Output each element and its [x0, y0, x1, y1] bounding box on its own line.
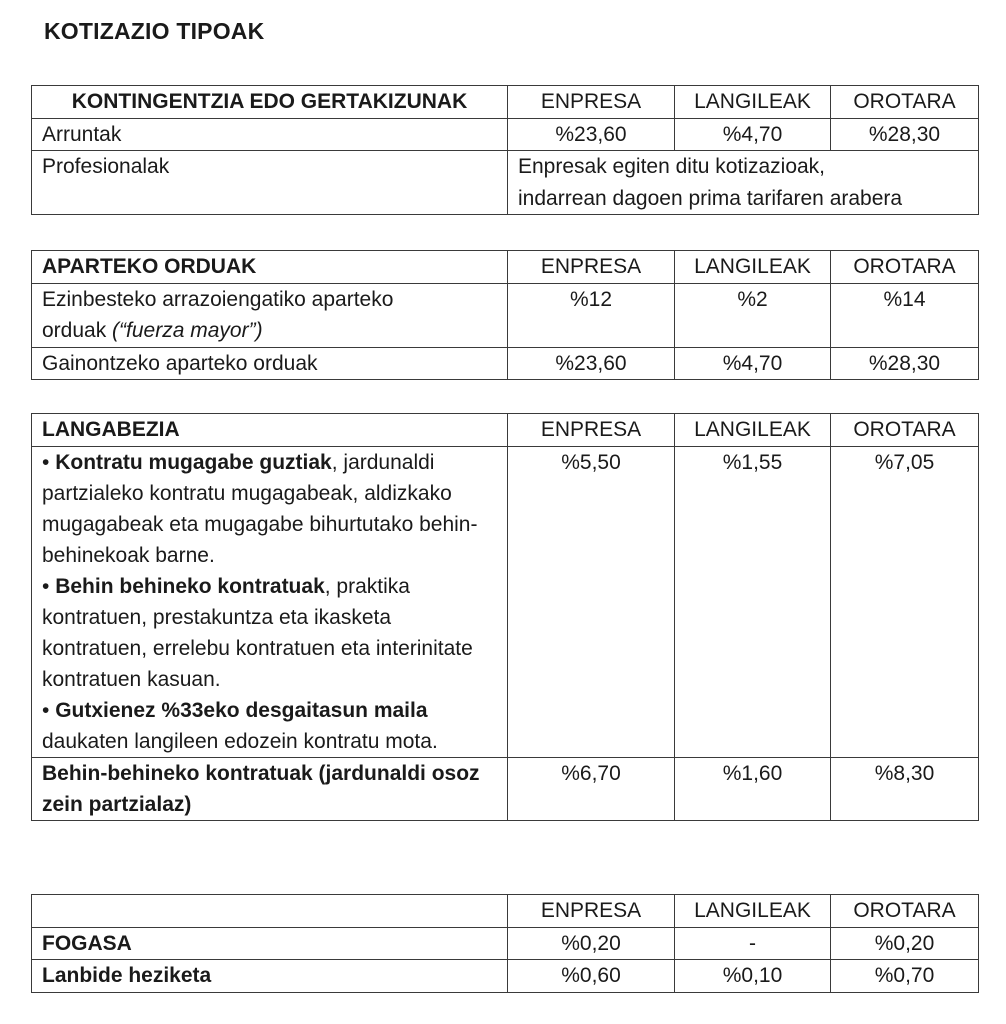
- note-line: Enpresak egiten ditu kotizazioak,: [518, 155, 826, 178]
- column-header-company: ENPRESA: [508, 895, 675, 928]
- column-header-empty: [32, 895, 508, 928]
- column-header-contingencies: KONTINGENTZIA EDO GERTAKIZUNAK: [32, 86, 508, 119]
- cell-total-rate: %0,20: [831, 927, 979, 960]
- cell-workers-rate: %4,70: [675, 118, 831, 151]
- cell-company-rate: %6,70: [508, 757, 675, 820]
- fogasa-training-table: [31, 894, 979, 993]
- cell-workers-rate: %4,70: [675, 347, 831, 380]
- column-header-total: OROTARA: [831, 895, 979, 928]
- cell-company-rate: %0,60: [508, 960, 675, 993]
- row-label-other-overtime: Gainontzeko aparteko orduak: [32, 347, 508, 380]
- table-row: [32, 151, 979, 215]
- bullet-icon: •: [42, 450, 50, 474]
- table-row: [32, 118, 979, 151]
- note-line: indarrean dagoen prima tarifaren arabera: [518, 186, 903, 210]
- cell-workers-rate: %1,55: [675, 446, 831, 757]
- cell-company-rate: %0,20: [508, 927, 675, 960]
- list-item: [42, 695, 497, 757]
- column-header-unemployment: LANGABEZIA: [32, 414, 508, 447]
- cell-company-rate: %12: [508, 283, 675, 347]
- cell-total-rate: %28,30: [831, 118, 979, 151]
- table-row: [32, 283, 979, 347]
- column-header-total: OROTARA: [831, 251, 979, 284]
- cell-total-rate: %8,30: [831, 757, 979, 820]
- table-header-row: [32, 895, 979, 928]
- cell-workers-rate: %0,10: [675, 960, 831, 993]
- column-header-workers: LANGILEAK: [675, 86, 831, 119]
- label-text: orduak: [42, 319, 113, 342]
- row-label-common: Arruntak: [32, 118, 508, 151]
- column-header-company: ENPRESA: [508, 414, 675, 447]
- list-item: [42, 571, 497, 695]
- table-header-row: [32, 414, 979, 447]
- contingencies-table: [31, 85, 979, 215]
- column-header-total: OROTARA: [831, 86, 979, 119]
- column-header-workers: LANGILEAK: [675, 895, 831, 928]
- unemployment-table: [31, 413, 979, 821]
- cell-workers-rate: %2: [675, 283, 831, 347]
- table-row: [32, 757, 979, 820]
- contract-types-list: [32, 446, 508, 757]
- bullet-icon: •: [42, 574, 50, 598]
- column-header-workers: LANGILEAK: [675, 251, 831, 284]
- page-title: KOTIZAZIO TIPOAK: [44, 18, 265, 44]
- cell-company-rate: %23,60: [508, 118, 675, 151]
- table-header-row: [32, 251, 979, 284]
- table-row: [32, 960, 979, 993]
- column-header-company: ENPRESA: [508, 86, 675, 119]
- list-item-text: daukaten langileen edozein kontratu mota.: [42, 729, 438, 753]
- overtime-table: [31, 250, 979, 380]
- cell-workers-rate: %1,60: [675, 757, 831, 820]
- table-header-row: [32, 86, 979, 119]
- row-label-fogasa: FOGASA: [32, 927, 508, 960]
- column-header-total: OROTARA: [831, 414, 979, 447]
- cell-total-rate: %0,70: [831, 960, 979, 993]
- cell-total-rate: %28,30: [831, 347, 979, 380]
- table-row: [32, 347, 979, 380]
- table-row: [32, 446, 979, 757]
- cell-total-rate: %14: [831, 283, 979, 347]
- cell-workers-rate: -: [675, 927, 831, 960]
- cell-total-rate: %7,05: [831, 446, 979, 757]
- list-item-text: , jardunaldi partzialeko kontratu mugagabeak, aldizkako mugagabeak eta mugagabe bihurtutako behin-behinekoak barne.: [42, 450, 478, 567]
- bullet-icon: •: [42, 698, 50, 722]
- cell-company-rate: %23,60: [508, 347, 675, 380]
- list-item-text: , praktika kontratuen, prestakuntza eta ikasketa kontratuen, errelebu kontratuen eta interinitate kontratuen kasuan.: [42, 574, 473, 691]
- label-line: Ezinbesteko arrazoiengatiko aparteko: [42, 287, 394, 311]
- professional-note: [508, 151, 979, 215]
- table-row: [32, 927, 979, 960]
- column-header-workers: LANGILEAK: [675, 414, 831, 447]
- row-label-force-majeure: [32, 283, 508, 347]
- list-item-bold: Behin behineko kontratuak: [55, 574, 325, 598]
- list-item-bold: Gutxienez %33eko desgaitasun maila: [55, 698, 428, 722]
- column-header-company: ENPRESA: [508, 251, 675, 284]
- row-label-professional: Profesionalak: [32, 151, 508, 215]
- list-item-bold: Kontratu mugagabe guztiak: [55, 450, 332, 474]
- row-label-vocational-training: Lanbide heziketa: [32, 960, 508, 993]
- cell-company-rate: %5,50: [508, 446, 675, 757]
- label-italic-text: (“fuerza mayor”): [112, 319, 263, 342]
- column-header-overtime: APARTEKO ORDUAK: [32, 251, 508, 284]
- row-label-temporary-contracts: Behin-behineko kontratuak (jardunaldi osoz zein partzialaz): [32, 757, 508, 820]
- list-item: [42, 447, 497, 571]
